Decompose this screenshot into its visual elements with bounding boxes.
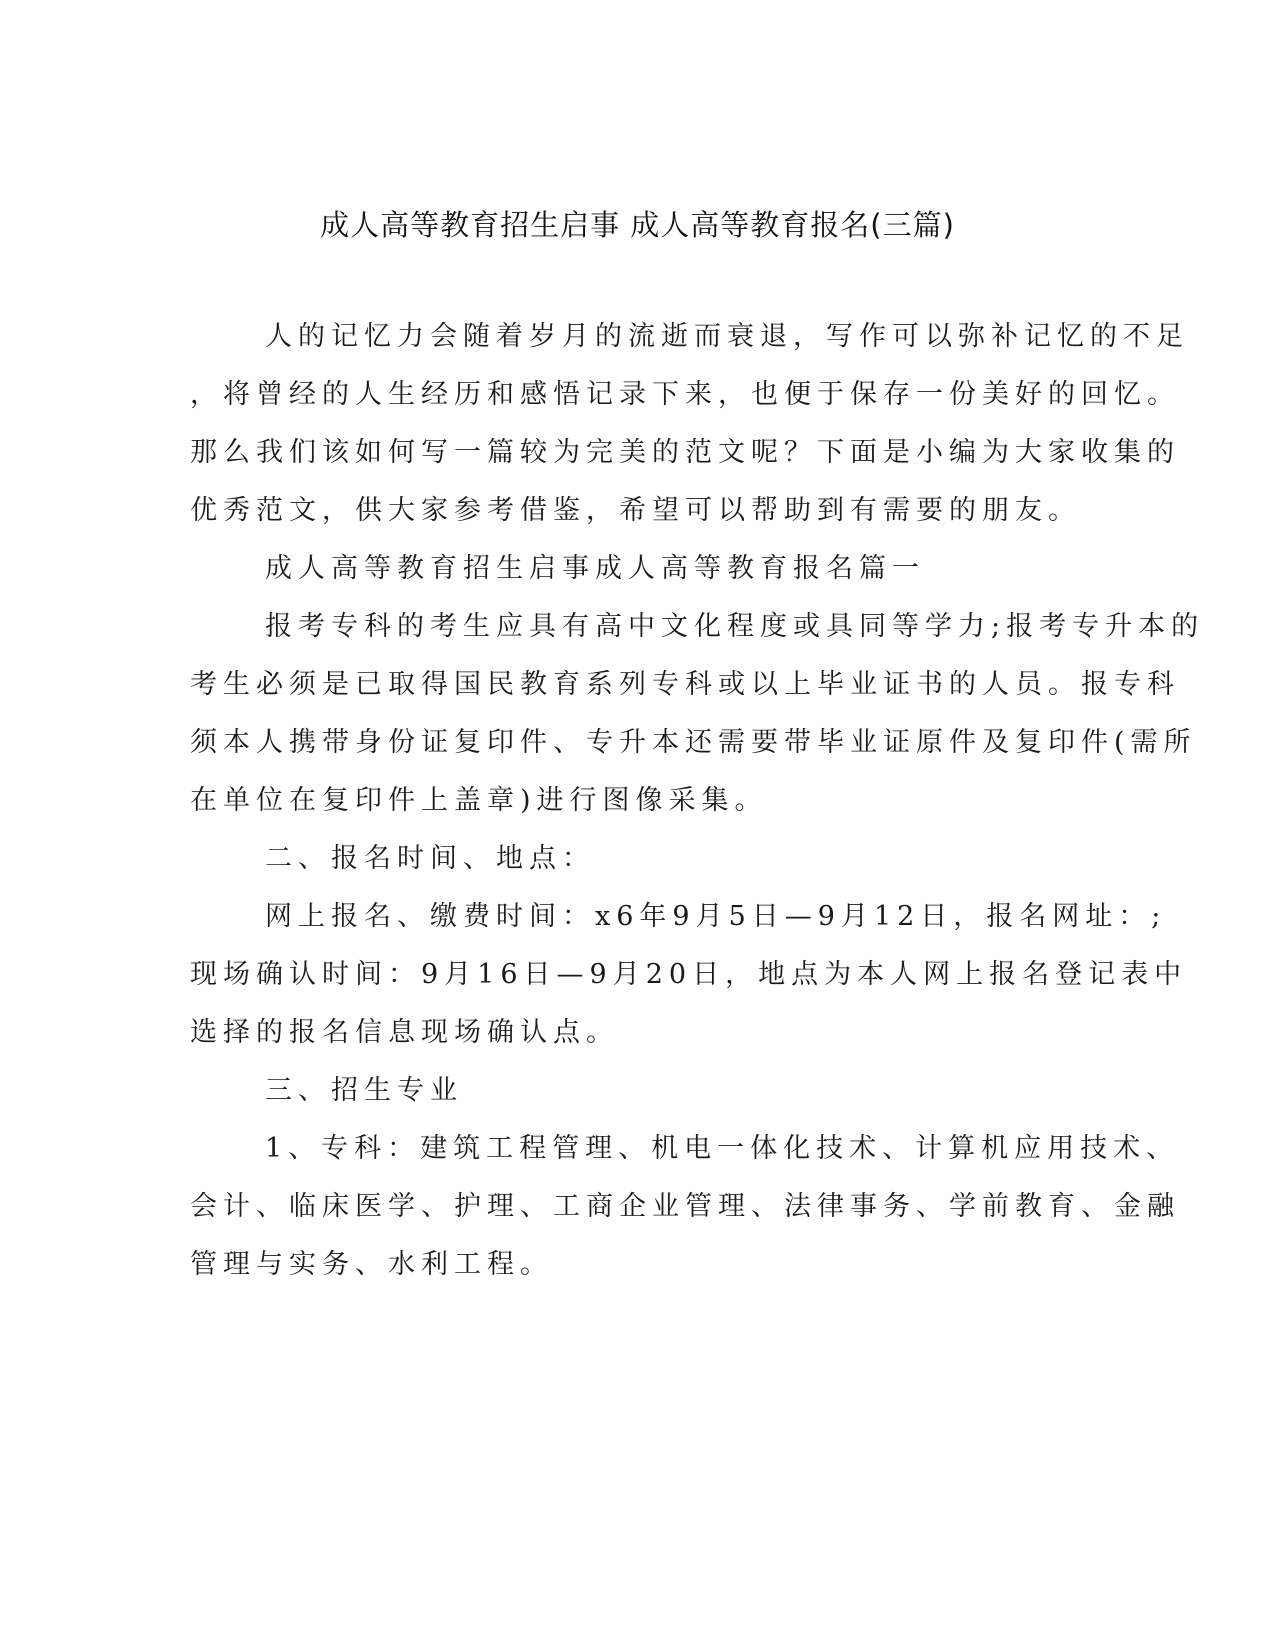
paragraph-line: 选择的报名信息现场确认点。 [190,1017,619,1048]
paragraph-line: 人的记忆力会随着岁月的流逝而衰退，写作可以弥补记忆的不足 [265,321,1189,352]
section-heading: 二、报名时间、地点： [265,843,595,874]
paragraph-line: 须本人携带身份证复印件、专升本还需要带毕业证原件及复印件(需所 [190,727,1197,758]
paragraph-line: 那么我们该如何写一篇较为完美的范文呢？下面是小编为大家收集的 [190,437,1180,468]
section-heading: 成人高等教育招生启事成人高等教育报名篇一 [265,553,925,584]
paragraph-line: 考生必须是已取得国民教育系列专科或以上毕业证书的人员。报专科 [190,669,1180,700]
paragraph-line: 优秀范文，供大家参考借鉴，希望可以帮助到有需要的朋友。 [190,495,1081,526]
paragraph-line: 网上报名、缴费时间：x6年9月5日—9月12日，报名网址：; [265,901,1167,932]
paragraph-line: 1、专科：建筑工程管理、机电一体化技术、计算机应用技术、 [265,1133,1180,1164]
paragraph-line: 现场确认时间：9月16日—9月20日，地点为本人网上报名登记表中 [190,959,1188,990]
document-title: 成人高等教育招生启事 成人高等教育报名(三篇) [320,208,955,242]
paragraph-line: 管理与实务、水利工程。 [190,1249,553,1280]
paragraph-line: 会计、临床医学、护理、工商企业管理、法律事务、学前教育、金融 [190,1191,1180,1222]
section-heading: 三、招生专业 [265,1075,463,1106]
paragraph-line: 在单位在复印件上盖章)进行图像采集。 [190,785,768,816]
paragraph-line: 报考专科的考生应具有高中文化程度或具同等学力;报考专升本的 [265,611,1205,642]
paragraph-line: ，将曾经的人生经历和感悟记录下来，也便于保存一份美好的回忆。 [190,379,1180,410]
